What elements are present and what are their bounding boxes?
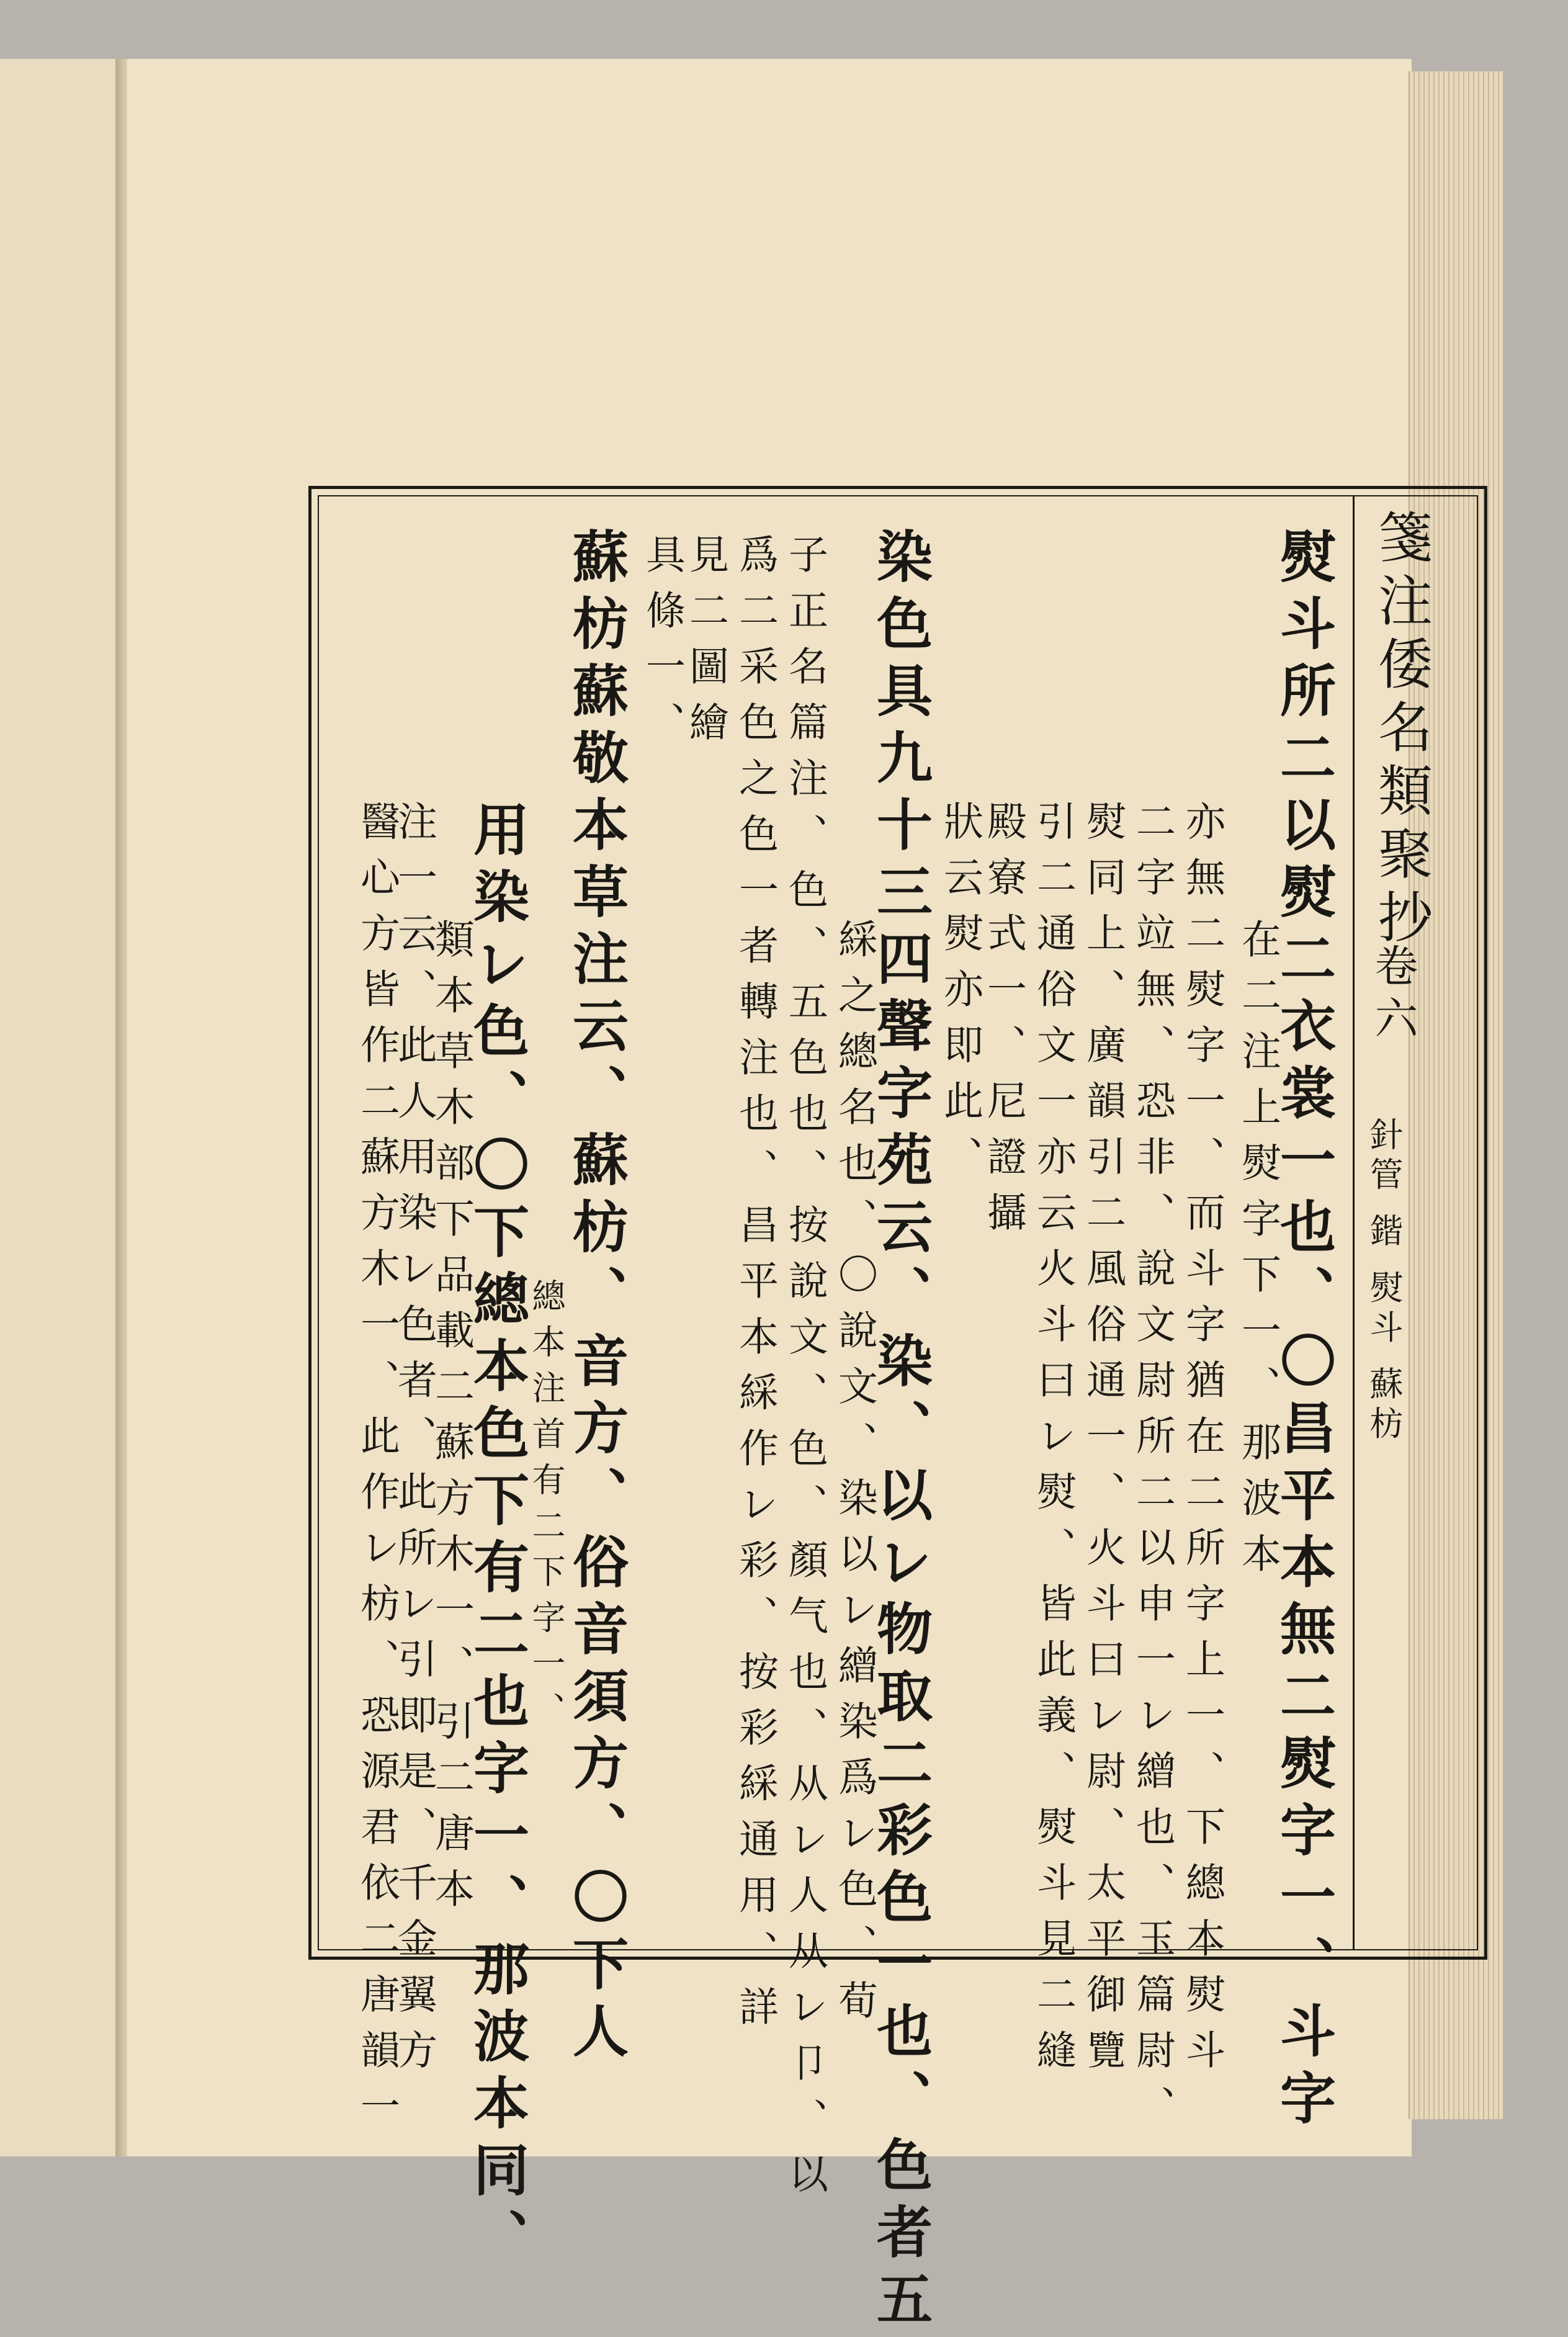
text-column: 總本注首有二下字一、 (527, 1278, 566, 1738)
text-column: 熨斗所二以熨二衣裳一也、〇昌平本無二熨字一、斗字 (1270, 527, 1336, 2136)
text-column: 引二通俗文一亦云火斗曰レ熨、皆此義、熨斗見二縫 (1030, 801, 1076, 2085)
header-divider (1353, 495, 1355, 1950)
text-column: 具條一、 (639, 534, 685, 757)
text-column: 醫心方皆作二蘇方木一、此作レ枋、恐源君依二唐韻一 (354, 801, 400, 2141)
text-column: 殿寮式一、尼證攝 (980, 801, 1026, 1247)
text-column: 用染レ色、〇下總本色下有二也字一、那波本同、 (464, 801, 529, 2275)
text-column: 在二注上熨字下一、那波本 (1235, 918, 1281, 1589)
text-column: 二字竝無、恐非、說文尉所二以申一レ繒也、玉篇尉、 (1129, 801, 1175, 2141)
running-title: 箋注倭名類聚抄 (1369, 509, 1433, 952)
text-column: 染色具九十三四聲字苑云、染、以レ物取二彩色一也、色者五 (867, 527, 933, 2337)
text-column: 狀云熨亦即此、 (937, 801, 983, 1191)
text-column: 熨同上、廣韻引二風俗通一、火斗曰レ尉、太平御覽 (1080, 801, 1126, 2085)
text-column: 見二圖繪 (683, 534, 728, 757)
text-column: 子正名篇注、色、五色也、按說文、色、顏气也、从レ人从レ卩、以 (782, 534, 828, 2209)
text-column: 蘇枋蘇敬本草注云、蘇枋、音方、俗音須方、〇下人 (563, 527, 629, 2069)
text-column: 注一云、此人用染レ色者、此所レ引即是、千金翼方 (391, 801, 437, 2085)
text-column: 綵之總名也、〇說文、染以レ繒染爲レ色、荀 (831, 918, 877, 2035)
section-items: 針管 鍇 熨斗 蘇枋 (1364, 1117, 1404, 1446)
chapter-label: 卷六 (1368, 943, 1418, 1047)
text-column: 類本草木部下品載二蘇方木一、引二唐本 (428, 918, 474, 1924)
left-page (0, 59, 120, 2156)
text-column: 亦無二熨字一、而斗字猶在二所字上一、下總本熨斗 (1179, 801, 1225, 2085)
text-column: 爲二采色之色一者轉注也、昌平本綵作レ彩、按彩綵通用、詳 (732, 534, 778, 2042)
